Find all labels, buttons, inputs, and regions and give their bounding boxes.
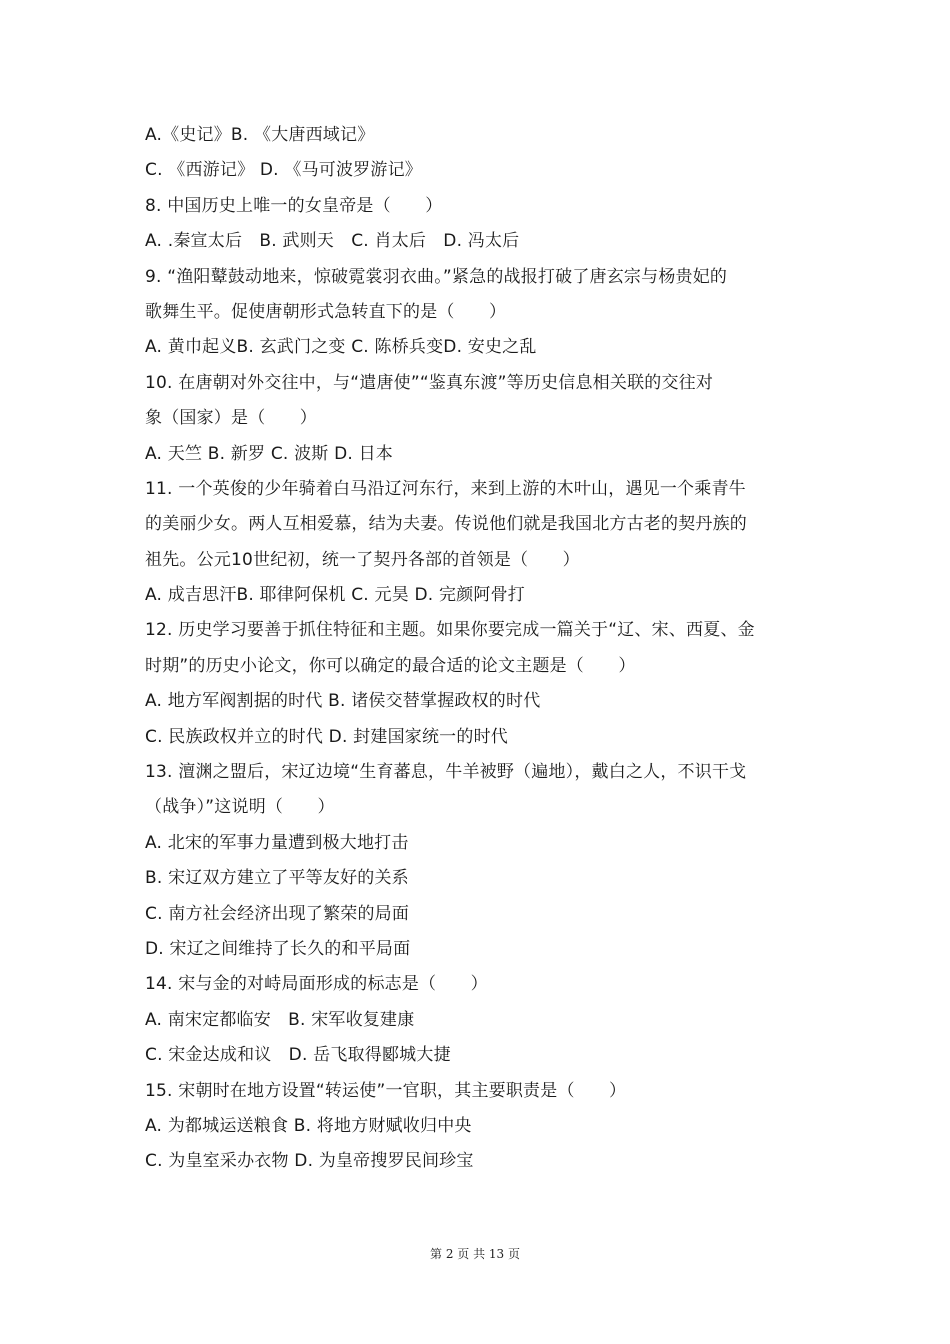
question-8-stem: 8. 中国历史上唯一的女皇帝是（ ） — [145, 195, 443, 216]
question-10-stem-cont: 象（国家）是（ ） — [145, 408, 317, 429]
question-14-options: C. 宋金达成和议 D. 岳飞取得郾城大捷 — [145, 1045, 451, 1066]
question-12-options: A. 地方军阀割据的时代 B. 诸侯交替掌握政权的时代 — [145, 691, 541, 712]
text-line: C. 《西游记》 D. 《马可波罗游记》 — [145, 160, 422, 181]
text-line: A.《史记》B. 《大唐西域记》 — [145, 125, 375, 145]
question-9-stem: 9. “渔阳鼙鼓动地来，惊破霓裳羽衣曲。”紧急的战报打破了唐玄宗与杨贵妃的 — [145, 266, 728, 287]
question-11-options: A. 成吉思汗B. 耶律阿保机 C. 元昊 D. 完颜阿骨打 — [145, 585, 525, 606]
question-text-block — [145, 118, 815, 1180]
question-14-options: A. 南宋定都临安 B. 宋军收复建康 — [145, 1009, 415, 1030]
question-9-options: A. 黄巾起义B. 玄武门之变 C. 陈桥兵变D. 安史之乱 — [145, 337, 537, 358]
question-13-stem: 13. 澶渊之盟后，宋辽边境“生育蕃息，牛羊被野（遍地），戴白之人，不识干戈 — [145, 762, 747, 783]
question-12-options: C. 民族政权并立的时代 D. 封建国家统一的时代 — [145, 726, 508, 747]
question-11-stem-cont: 的美丽少女。两人互相爱慕，结为夫妻。传说他们就是我国北方古老的契丹族的 — [145, 514, 747, 535]
question-13-option-b: B. 宋辽双方建立了平等友好的关系 — [145, 868, 409, 889]
question-15-stem: 15. 宋朝时在地方设置“转运使”一官职，其主要职责是（ ） — [145, 1080, 627, 1101]
question-10-options: A. 天竺 B. 新罗 C. 波斯 D. 日本 — [145, 443, 393, 464]
question-10-stem: 10. 在唐朝对外交往中，与“遣唐使”“鉴真东渡”等历史信息相关联的交往对 — [145, 372, 714, 393]
question-13-option-d: D. 宋辽之间维持了长久的和平局面 — [145, 938, 411, 959]
question-13-option-a: A. 北宋的军事力量遭到极大地打击 — [145, 832, 409, 853]
page-number-footer: 第 2 页 共 13 页 — [430, 1247, 520, 1261]
question-13-stem-cont: （战争）”这说明（ ） — [145, 797, 335, 818]
question-11-stem-cont: 祖先。公元10世纪初，统一了契丹各部的首领是（ ） — [145, 549, 580, 570]
question-15-options: C. 为皇室采办衣物 D. 为皇帝搜罗民间珍宝 — [145, 1151, 474, 1172]
question-12-stem: 12. 历史学习要善于抓住特征和主题。如果你要完成一篇关于“辽、宋、西夏、金 — [145, 620, 755, 641]
question-15-options: A. 为都城运送粮食 B. 将地方财赋收归中央 — [145, 1115, 472, 1136]
question-13-option-c: C. 南方社会经济出现了繁荣的局面 — [145, 903, 410, 924]
question-12-stem-cont: 时期”的历史小论文，你可以确定的最合适的论文主题是（ ） — [145, 655, 636, 676]
question-14-stem: 14. 宋与金的对峙局面形成的标志是（ ） — [145, 974, 488, 995]
question-8-options: A. .秦宣太后 B. 武则天 C. 肖太后 D. 冯太后 — [145, 231, 520, 252]
question-9-stem-cont: 歌舞生平。促使唐朝形式急转直下的是（ ） — [145, 301, 507, 322]
question-11-stem: 11. 一个英俊的少年骑着白马沿辽河东行，来到上游的木叶山，遇见一个乘青牛 — [145, 478, 746, 499]
